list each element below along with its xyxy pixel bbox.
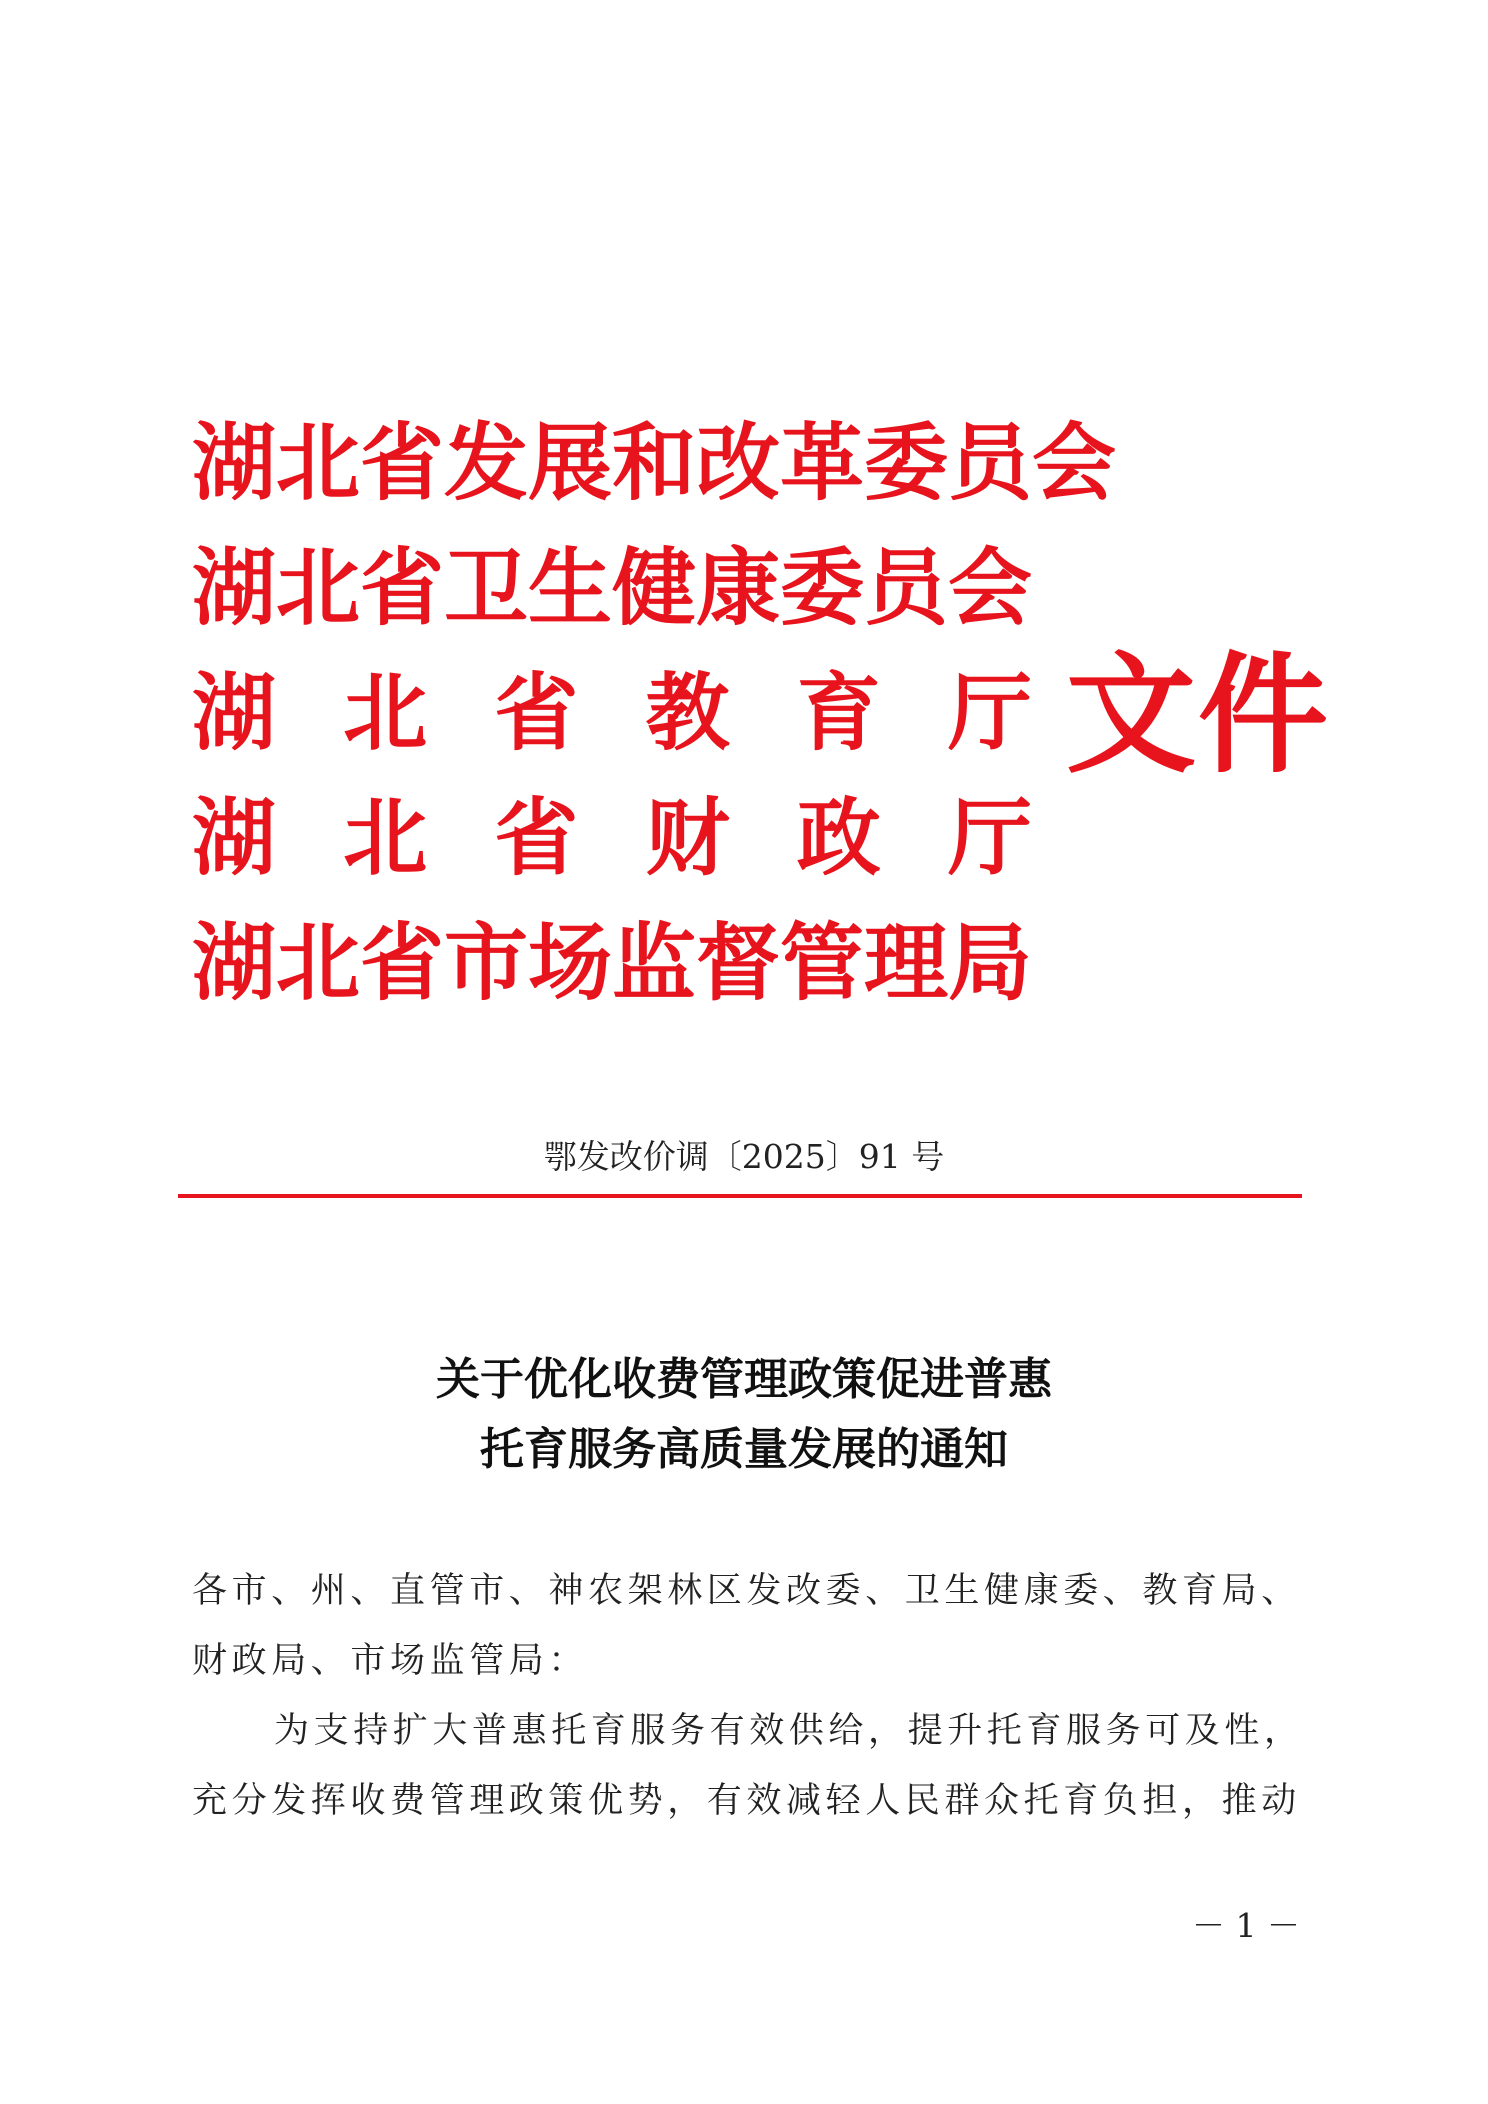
document-number: 鄂发改价调〔2025〕91 号 [543,1137,945,1176]
issuer-char: 湖 [192,788,277,887]
issuer-name: 湖北省市场监督管理局 [192,913,1033,1012]
red-separator-line [178,1194,1302,1198]
issuer-name-spaced [192,775,1032,900]
issuer-name: 湖北省卫生健康委员会 [192,538,1033,637]
issuer-char: 厅 [947,788,1032,887]
title-line: 托育服务高质量发展的通知 [480,1424,1008,1475]
issuer-char: 北 [343,788,428,887]
issuer-char: 育 [796,663,881,762]
issuer-name: 湖北省发展和改革委员会 [192,413,1117,512]
addressee-line: 财政局、市场监管局： [192,1641,589,1681]
document-suffix-wenjian: 文件 [1066,638,1331,791]
document-title [0,1345,1488,1485]
paragraph-line: 为支持扩大普惠托育服务有效供给，提升托育服务可及性， [274,1711,1304,1751]
issuer-block [192,400,1117,1025]
page-number: － 1 － [1192,1906,1300,1945]
issuer-name [192,650,1052,775]
issuer-char: 北 [343,663,428,762]
issuer-char: 政 [796,788,881,887]
issuer-name-spaced [192,650,1032,775]
issuer-char: 省 [494,788,579,887]
issuer-char: 财 [645,788,730,887]
issuer-name [192,775,1052,900]
document-body [192,1556,1302,1836]
issuer-char: 湖 [192,663,277,762]
issuer-char: 教 [645,663,730,762]
issuer-char: 厅 [947,663,1032,762]
paragraph-line: 充分发挥收费管理政策优势，有效减轻人民群众托育负担，推动 [192,1781,1301,1821]
issuer-char: 省 [494,663,579,762]
title-line: 关于优化收费管理政策促进普惠 [436,1354,1052,1405]
addressee-line: 各市、州、直管市、神农架林区发改委、卫生健康委、教育局、 [192,1571,1301,1611]
